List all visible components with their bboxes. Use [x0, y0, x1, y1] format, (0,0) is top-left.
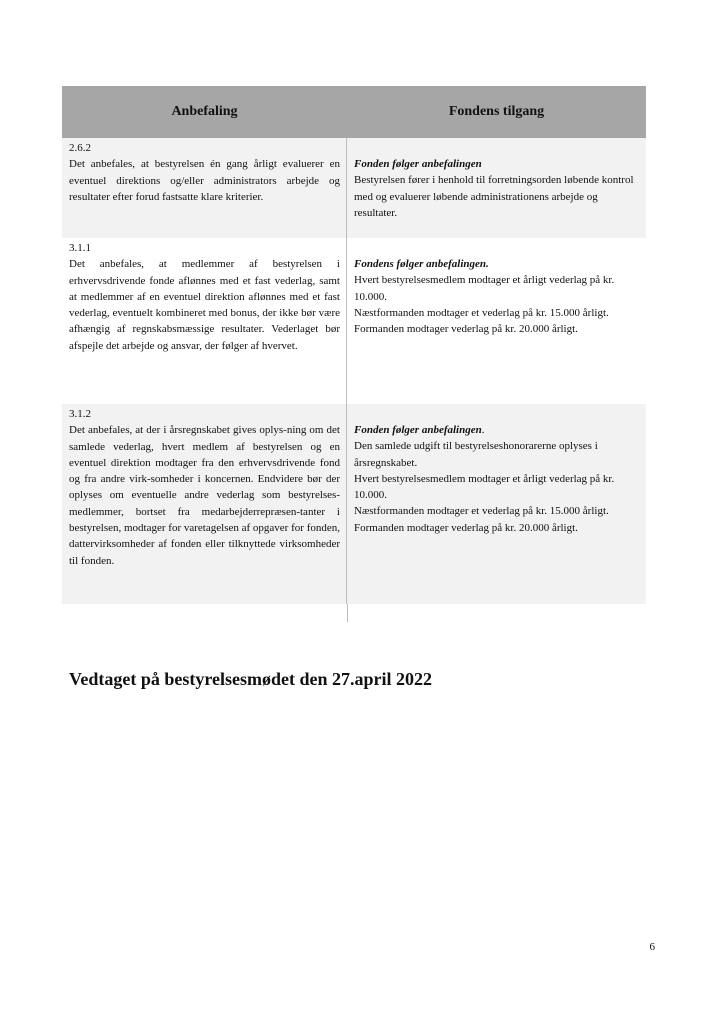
recommendation-text: Det anbefales, at bestyrelsen én gang årligt evaluerer en eventuel direktions og/eller administrators arbejde og resultater efter forud fastsatte klare kriterier. [69, 158, 340, 203]
page-number: 6 [649, 941, 655, 953]
table-row [62, 404, 646, 604]
header-recommendation: Anbefaling [171, 104, 238, 119]
table-row [62, 238, 646, 404]
recommendation-text: Det anbefales, at der i årsregnskabet gives oplys-ning om det samlede vederlag, hvert medlem af bestyrelsen og en eventuel direktion modtager fra den erhvervsdrivende fond og fra andre virk-somheder i koncernen. Endvidere bør der oplyses om eventuelle andre vederlag som bestyrelses-medlemmer, bortset fra medarbejderrepræsen-tanter i bestyrelsen, modtager for varetagelsen af opgaver for fonden, dattervirksomheder af fonden eller tilknyttede virksomheder til fonden. [69, 424, 340, 567]
table-row [62, 138, 646, 238]
response-line: Den samlede udgift til bestyrelseshonorarerne oplyses i årsregnskabet. [354, 440, 598, 469]
response-title: Fonden følger anbefalingen [354, 158, 482, 170]
governance-table [62, 86, 646, 622]
adoption-statement: Vedtaget på bestyrelsesmødet den 27.april 2022 [69, 669, 432, 689]
column-divider-tail [62, 604, 348, 622]
response-line: Hvert bestyrelsesmedlem modtager et årligt vederlag på kr. 10.000. [354, 472, 615, 502]
response-title-line [354, 422, 642, 438]
response-line: Formanden modtager vederlag på kr. 20.000 årligt. [354, 323, 578, 336]
response-line: Næstformanden modtager et vederlag på kr. 15.000 årligt. [354, 306, 609, 319]
response-line: Hvert bestyrelsesmedlem modtager et årligt vederlag på kr. 10.000. [354, 274, 615, 303]
table-header [62, 86, 646, 138]
response-title: Fondens følger anbefalingen. [354, 258, 489, 270]
response-line: Bestyrelsen fører i henhold til forretningsorden løbende kontrol med og evaluerer løbende administrationens arbejde og resultater. [354, 174, 634, 219]
response-cell [347, 138, 646, 238]
recommendation-id: 2.6.2 [69, 142, 91, 154]
recommendation-text: Det anbefales, at medlemmer af bestyrelsen i erhvervsdrivende fonde aflønnes med et fast vederlag, samt at medlemmer af en eventuel direktion aflønnes med et fast vederlag, eventuelt kombineret med bonus, der ikke bør være afhængig af regnskabsmæssige resultater. Vederlaget bør afspejle det arbejde og ansvar, der følger af hvervet. [69, 258, 340, 352]
response-line: Næstformanden modtager et vederlag på kr. 15.000 årligt. [354, 505, 609, 518]
response-cell [347, 404, 646, 604]
recommendation-cell [62, 138, 347, 238]
header-foundation-approach: Fondens tilgang [448, 104, 545, 119]
recommendation-id: 3.1.2 [69, 408, 91, 420]
response-cell [347, 238, 646, 404]
response-line: Formanden modtager vederlag på kr. 20.000 årligt. [354, 521, 578, 534]
recommendation-cell [62, 238, 347, 404]
response-title-suffix: . [481, 424, 485, 436]
recommendation-cell [62, 404, 347, 604]
recommendation-id: 3.1.1 [69, 242, 91, 254]
response-title: Fonden følger anbefalingen [354, 424, 482, 436]
